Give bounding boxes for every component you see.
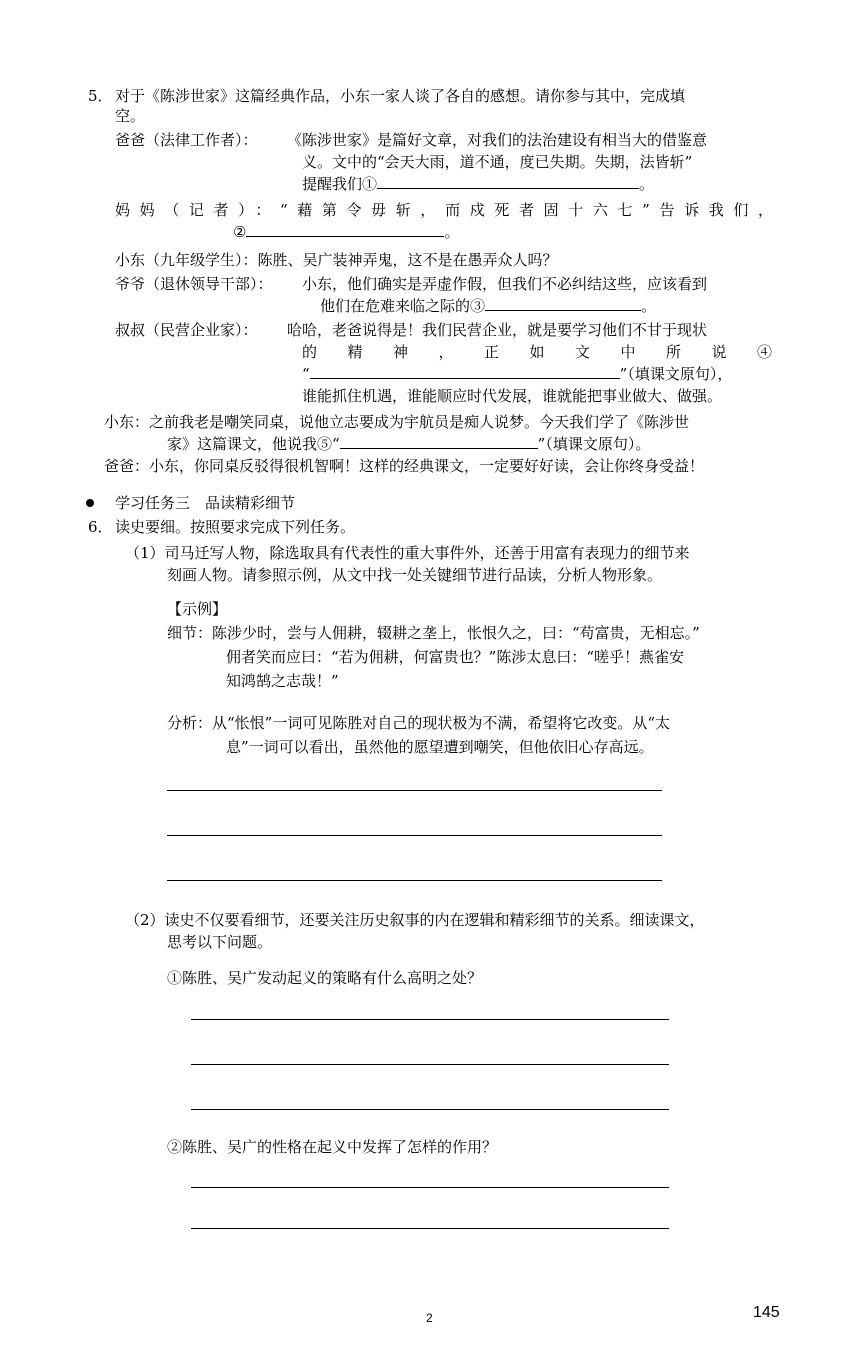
detail-line1: 细节：陈涉少时，尝与人佣耕，辍耕之垄上，怅恨久之，曰：“苟富贵，无相忘。” bbox=[167, 624, 700, 642]
q6-intro: 读史要细。按照要求完成下列任务。 bbox=[115, 518, 356, 536]
xiaodong-line3-prefix: 家》这篇课文，他说我⑤“ bbox=[167, 435, 340, 453]
bullet-icon bbox=[86, 499, 94, 507]
example-label: 【示例】 bbox=[167, 600, 228, 618]
answer-line-sub2-1[interactable] bbox=[191, 1187, 669, 1188]
q5-number: 5． bbox=[88, 87, 113, 105]
page-number-right: 145 bbox=[753, 1304, 780, 1321]
mom-line2-suffix: 。 bbox=[444, 223, 460, 241]
q6-part1-line1: （1）司马迁写人物，除选取具有代表性的重大事件外，还善于用富有表现力的细节来 bbox=[125, 544, 690, 562]
task3-title: 学习任务三 品读精彩细节 bbox=[115, 494, 296, 512]
answer-blank-3[interactable] bbox=[485, 296, 641, 311]
answer-line-part1-2[interactable] bbox=[167, 835, 662, 836]
grandpa-line2-suffix: 。 bbox=[641, 297, 657, 315]
uncle-line4: 谁能抓住机遇，谁能顺应时代发展，谁就能把事业做大、做强。 bbox=[302, 387, 723, 405]
answer-line-part1-1[interactable] bbox=[167, 790, 662, 791]
mom-line1: 妈妈（记者）：“藉第令毋斩，而戍死者固十六七”告诉我们， bbox=[115, 201, 773, 219]
answer-line-sub2-2[interactable] bbox=[191, 1228, 669, 1229]
uncle-line3-prefix: “ bbox=[302, 365, 310, 383]
grandpa-label: 爷爷（退休领导干部）： bbox=[115, 275, 273, 293]
dad-line3-suffix: 。 bbox=[639, 175, 655, 193]
detail-line3: 知鸿鹄之志哉！” bbox=[226, 672, 339, 690]
uncle-line2: 的精神，正如文中所说④ bbox=[302, 343, 772, 361]
answer-blank-5[interactable] bbox=[340, 434, 538, 449]
analysis-line2: 息”一词可以看出，虽然他的愿望遭到嘲笑，但他依旧心存高远。 bbox=[226, 738, 654, 756]
answer-blank-1[interactable] bbox=[377, 174, 639, 189]
q6-number: 6． bbox=[88, 518, 113, 536]
analysis-line1: 分析：从“怅恨”一词可见陈胜对自己的现状极为不满，希望将它改变。从“太 bbox=[167, 714, 671, 732]
xiaodong-line2: 小东：之前我老是嘲笑同桌，说他立志要成为宇航员是痴人说梦。今天我们学了《陈涉世 bbox=[104, 413, 690, 431]
grandpa-line2 bbox=[320, 296, 656, 316]
answer-line-sub1-1[interactable] bbox=[191, 1019, 669, 1020]
grandpa-line2-prefix: 他们在危难来临之际的③ bbox=[320, 297, 486, 315]
xiaodong-line1: 小东（九年级学生）：陈胜、吴广装神弄鬼，这不是在愚弄众人吗？ bbox=[115, 251, 558, 269]
page-number-center: 2 bbox=[426, 1311, 433, 1325]
uncle-line3 bbox=[302, 364, 732, 384]
uncle-line1: 哈哈，老爸说得是！我们民营企业，就是要学习他们不甘于现状 bbox=[287, 321, 708, 339]
dad-line3 bbox=[302, 174, 654, 194]
xiaodong-line3 bbox=[167, 434, 650, 454]
detail-line2: 佣者笑而应曰：“若为佣耕，何富贵也？”陈涉太息曰：“嗟乎！燕雀安 bbox=[226, 648, 685, 666]
q6-part1-line2: 刻画人物。请参照示例，从文中找一处关键细节进行品读，分析人物形象。 bbox=[167, 566, 663, 584]
dad-label: 爸爸（法律工作者）： bbox=[115, 131, 258, 149]
sub-question-2: ②陈胜、吴广的性格在起义中发挥了怎样的作用？ bbox=[167, 1138, 498, 1156]
sub-question-1: ①陈胜、吴广发动起义的策略有什么高明之处？ bbox=[167, 969, 483, 987]
uncle-line3-suffix: ”（填课文原句）， bbox=[619, 365, 733, 383]
dad-line4: 爸爸：小东，你同桌反驳得很机智啊！这样的经典课文，一定要好好读，会让你终身受益！ bbox=[104, 457, 705, 475]
q5-intro-line1: 对于《陈涉世家》这篇经典作品，小东一家人谈了各自的感想。请你参与其中，完成填 bbox=[115, 87, 686, 105]
uncle-label: 叔叔（民营企业家）： bbox=[115, 321, 258, 339]
dad-line1: 《陈涉世家》是篇好文章，对我们的法治建设有相当大的借鉴意 bbox=[287, 131, 708, 149]
mom-line2-prefix: ② bbox=[233, 223, 247, 241]
mom-line2 bbox=[233, 222, 459, 242]
answer-line-sub1-2[interactable] bbox=[191, 1064, 669, 1065]
q5-intro-line2: 空。 bbox=[115, 107, 146, 125]
xiaodong-line3-suffix: ”（填课文原句）。 bbox=[537, 435, 651, 453]
q6-part2-line2: 思考以下问题。 bbox=[167, 933, 273, 951]
dad-line2: 义。文中的“会天大雨，道不通，度已失期。失期，法皆斩” bbox=[302, 153, 693, 171]
answer-line-sub1-3[interactable] bbox=[191, 1109, 669, 1110]
answer-blank-2[interactable] bbox=[246, 222, 444, 237]
answer-line-part1-3[interactable] bbox=[167, 880, 662, 881]
grandpa-line1: 小东，他们确实是弄虚作假，但我们不必纠结这些，应该看到 bbox=[302, 275, 708, 293]
q6-part2-line1: （2）读史不仅要看细节，还要关注历史叙事的内在逻辑和精彩细节的关系。细读课文， bbox=[125, 911, 705, 929]
answer-blank-4[interactable] bbox=[310, 364, 620, 379]
dad-line3-prefix: 提醒我们① bbox=[302, 175, 378, 193]
